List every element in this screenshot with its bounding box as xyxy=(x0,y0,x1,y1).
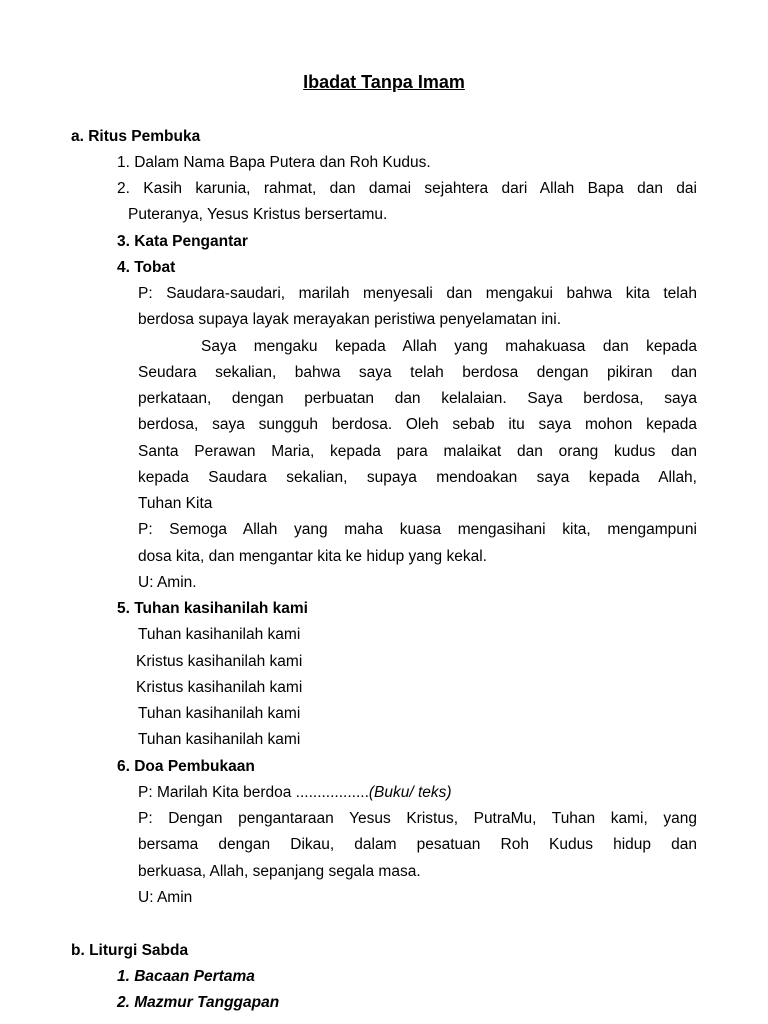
doa-p1-prefix: P: Marilah Kita berdoa ................. xyxy=(138,784,369,801)
ritus-item-5: 5. Tuhan kasihanilah kami xyxy=(117,600,308,617)
doa-p2-line2: bersama dengan Dikau, dalam pesatuan Roh Kudus hidup dan xyxy=(138,836,697,853)
doa-p1-note: (Buku/ teks) xyxy=(368,784,452,801)
kyrie-line3: Kristus kasihanilah kami xyxy=(136,679,303,696)
kyrie-line4: Tuhan kasihanilah kami xyxy=(138,705,301,722)
kyrie-line2: Kristus kasihanilah kami xyxy=(136,653,303,670)
ritus-item-1: 1. Dalam Nama Bapa Putera dan Roh Kudus. xyxy=(117,154,431,171)
doa-p2-line3: berkuasa, Allah, sepanjang segala masa. xyxy=(138,863,421,880)
sabda-item-1: 1. Bacaan Pertama xyxy=(117,968,255,985)
ritus-item-2-line2: Puteranya, Yesus Kristus bersertamu. xyxy=(128,206,388,223)
confiteor-line1: Saya mengaku kepada Allah yang mahakuasa dan kepada xyxy=(201,338,697,355)
tobat-p1-line2: berdosa supaya layak merayakan peristiwa penyelamatan ini. xyxy=(138,311,562,328)
confiteor-line4: berdosa, saya sungguh berdosa. Oleh sebab itu saya mohon kepada xyxy=(138,416,697,433)
confiteor-line3: perkataan, dengan perbuatan dan kelalaian. Saya berdosa, saya xyxy=(138,390,697,407)
tobat-p1-line1: P: Saudara-saudari, marilah menyesali dan mengakui bahwa kita telah xyxy=(138,285,697,302)
tobat-response: U: Amin. xyxy=(138,574,197,591)
ritus-item-6: 6. Doa Pembukaan xyxy=(117,758,255,775)
confiteor-line6: kepada Saudara sekalian, supaya mendoakan saya kepada Allah, xyxy=(138,469,697,486)
tobat-p2-line1: P: Semoga Allah yang maha kuasa mengasihani kita, mengampuni xyxy=(138,521,697,538)
ritus-item-3: 3. Kata Pengantar xyxy=(117,233,248,250)
kyrie-line5: Tuhan kasihanilah kami xyxy=(138,731,301,748)
section-b-heading: b. Liturgi Sabda xyxy=(71,942,189,959)
kyrie-line1: Tuhan kasihanilah kami xyxy=(138,626,301,643)
confiteor-line2: Seudara sekalian, bahwa saya telah berdosa dengan pikiran dan xyxy=(138,364,697,381)
confiteor-line7: Tuhan Kita xyxy=(138,495,213,512)
document-title: Ibadat Tanpa Imam xyxy=(303,72,465,92)
tobat-p2-line2: dosa kita, dan mengantar kita ke hidup yang kekal. xyxy=(138,548,487,565)
doa-p1 xyxy=(138,783,452,803)
section-a-heading: a. Ritus Pembuka xyxy=(71,128,201,145)
confiteor-line5: Santa Perawan Maria, kepada para malaikat dan orang kudus dan xyxy=(138,443,697,460)
doa-p2-line1: P: Dengan pengantaraan Yesus Kristus, PutraMu, Tuhan kami, yang xyxy=(138,810,697,827)
ritus-item-2-line1: 2. Kasih karunia, rahmat, dan damai sejahtera dari Allah Bapa dan dai xyxy=(117,180,697,197)
doa-response: U: Amin xyxy=(138,889,193,906)
ritus-item-4: 4. Tobat xyxy=(117,259,176,276)
sabda-item-2: 2. Mazmur Tanggapan xyxy=(117,994,280,1011)
